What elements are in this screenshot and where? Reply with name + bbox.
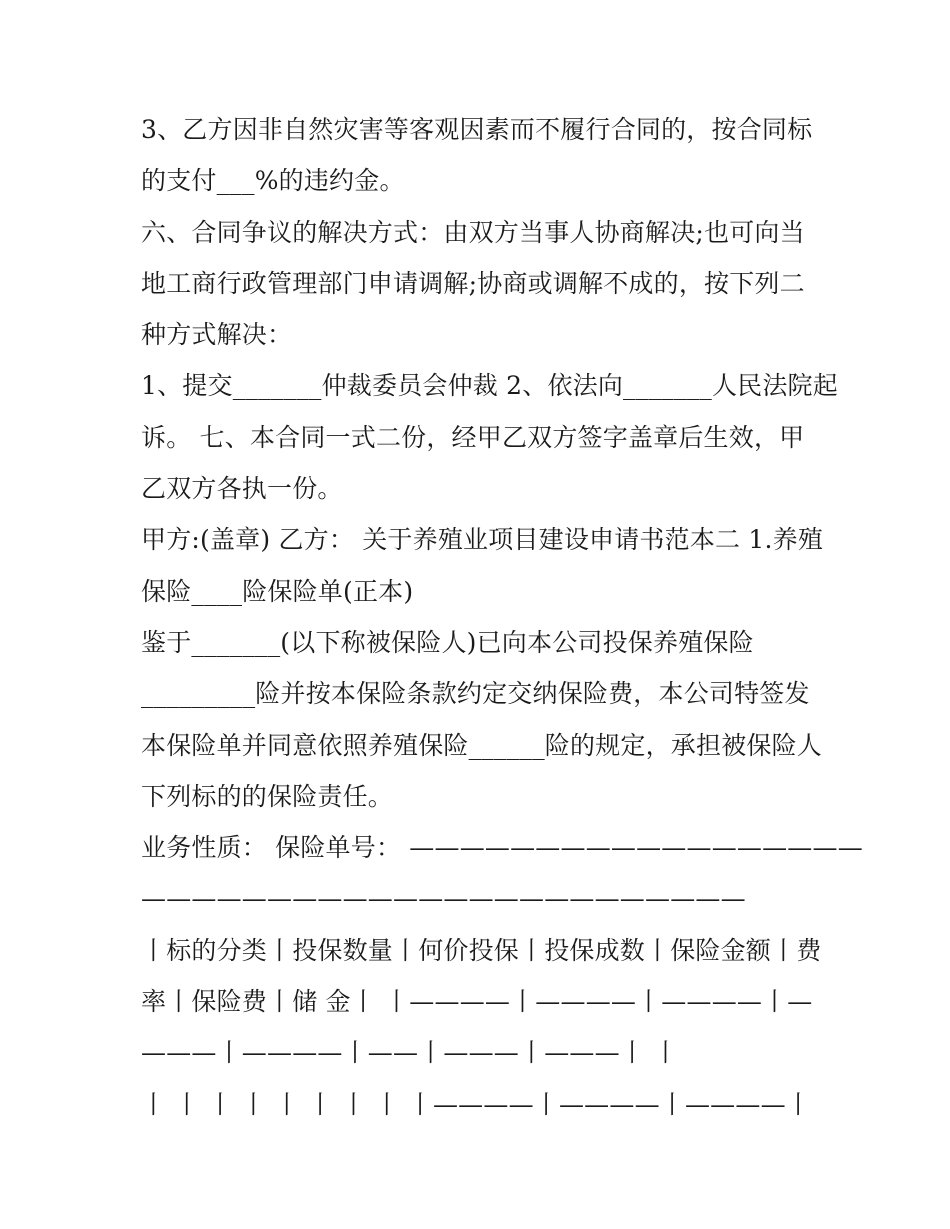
text-line: 业务性质： 保险单号： —————————————————— bbox=[141, 833, 863, 863]
text-line: 种方式解决： bbox=[141, 320, 293, 350]
text-line: 六、合同争议的解决方式：由双方当事人协商解决;也可向当 bbox=[141, 217, 805, 247]
text-line: 甲方:(盖章) 乙方： 关于养殖业项目建设申请书范本二 1.养殖 bbox=[141, 525, 824, 555]
text-line: 本保险单并同意依照养殖保险______险的规定，承担被保险人 bbox=[141, 730, 823, 760]
text-line: ———————————————————————— bbox=[141, 884, 746, 914]
text-line: _________险并按本保险条款约定交纳保险费，本公司特签发 bbox=[141, 679, 810, 709]
text-line: 诉。 七、本合同一式二份，经甲乙双方签字盖章后生效，甲 bbox=[141, 422, 805, 452]
table-text-line: ———丨————丨——丨———丨———丨 丨 bbox=[141, 1038, 679, 1068]
table-text-line: 丨 丨 丨 丨 丨 丨 丨 丨 丨————丨————丨————丨 bbox=[141, 1089, 811, 1119]
text-line: 3、乙方因非自然灾害等客观因素而不履行合同的，按合同标 bbox=[141, 115, 813, 144]
text-line: 1、提交_______仲裁委员会仲裁 2、依法向_______人民法院起 bbox=[141, 371, 838, 401]
table-text-line: 率丨保险费丨储 金丨 丨————丨————丨————丨— bbox=[141, 987, 813, 1017]
document-body bbox=[141, 104, 863, 1130]
text-line: 的支付___%的违约金。 bbox=[141, 166, 405, 196]
text-line: 地工商行政管理部门申请调解;协商或调解不成的，按下列二 bbox=[141, 268, 805, 298]
text-line: 乙双方各执一份。 bbox=[141, 474, 343, 504]
text-line: 保险____险保险单(正本) bbox=[141, 576, 414, 606]
text-line: 鉴于_______(以下称被保险人)已向本公司投保养殖保险 bbox=[141, 627, 754, 657]
text-line: 下列标的的保险责任。 bbox=[141, 781, 394, 811]
table-text-line: 丨标的分类丨投保数量丨何价投保丨投保成数丨保险金额丨费 bbox=[141, 935, 822, 965]
